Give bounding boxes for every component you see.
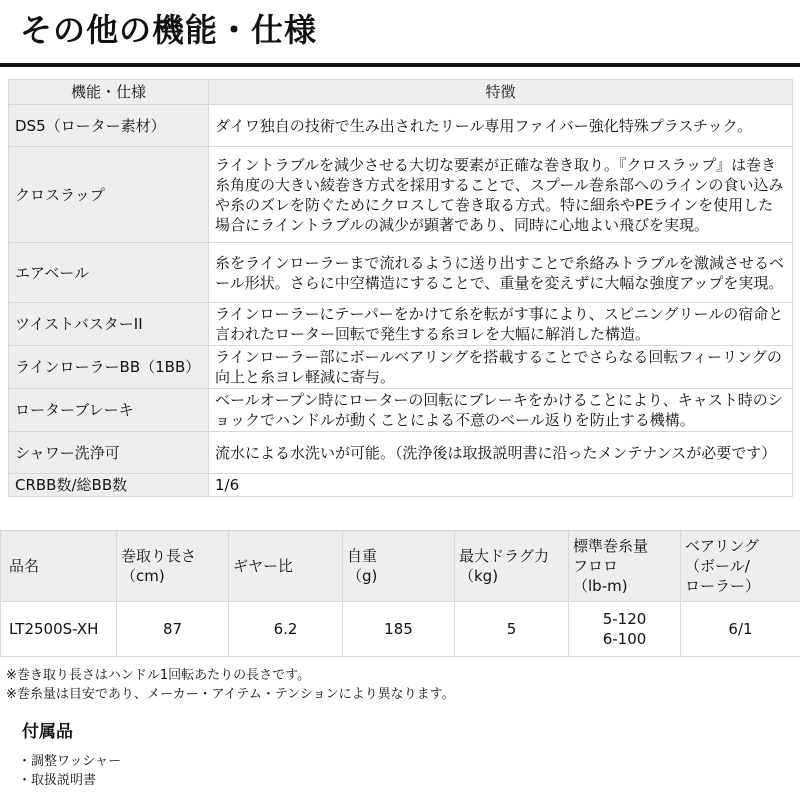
table-row [9, 147, 793, 243]
feature-name: クロスラップ [9, 147, 209, 243]
spec-header-bearings: ベアリング （ボール/ ローラー） [681, 531, 800, 602]
accessories-list [18, 752, 121, 790]
title-divider [0, 63, 800, 67]
notes [6, 666, 455, 704]
feature-desc: 糸をラインローラーまで流れるように送り出すことで糸絡みトラブルを激減させるベール形状。さらに中空構造にすることで、重量を変えずに大幅な強度アップを実現。 [209, 243, 793, 303]
table-row [9, 105, 793, 147]
spec-max-drag: 5 [455, 602, 569, 657]
feature-name: エアベール [9, 243, 209, 303]
feature-name: ローターブレーキ [9, 389, 209, 432]
spec-header-max-drag: 最大ドラグ力 （kg) [455, 531, 569, 602]
feature-desc: 1/6 [209, 474, 793, 497]
feature-name: シャワー洗浄可 [9, 432, 209, 474]
spec-header-retrieve-length: 巻取り長さ （cm) [117, 531, 229, 602]
feature-desc: ダイワ独自の技術で生み出されたリール専用ファイバー強化特殊プラスチック。 [209, 105, 793, 147]
spec-header-gear-ratio: ギヤー比 [229, 531, 343, 602]
list-item: ・調整ワッシャー [18, 754, 122, 769]
feature-desc: ラインローラー部にボールベアリングを搭載することでさらなる回転フィーリングの向上と糸ヨレ軽減に寄与。 [209, 346, 793, 389]
feature-name: ツイストバスターII [9, 303, 209, 346]
table-row [9, 432, 793, 474]
page-title: その他の機能・仕様 [20, 11, 318, 49]
feature-header-desc: 特徴 [209, 80, 793, 105]
spec-table [0, 530, 800, 657]
spec-gear-ratio: 6.2 [229, 602, 343, 657]
note-retrieve-length: ※巻き取り長さはハンドル1回転あたりの長さです。 [6, 668, 311, 683]
table-row [9, 389, 793, 432]
table-row [9, 243, 793, 303]
spec-header-line-capacity: 標準巻糸量 フロロ （lb-m) [569, 531, 681, 602]
table-row [9, 474, 793, 497]
spec-line-capacity: 5-120 6-100 [569, 602, 681, 657]
feature-name: CRBB数/総BB数 [9, 474, 209, 497]
feature-header-row [9, 80, 793, 105]
feature-header-name: 機能・仕様 [9, 80, 209, 105]
spec-retrieve-length: 87 [117, 602, 229, 657]
table-row [9, 303, 793, 346]
spec-bearings: 6/1 [681, 602, 800, 657]
list-item: ・取扱説明書 [18, 773, 97, 788]
spec-weight: 185 [343, 602, 455, 657]
feature-name: ラインローラーBB（1BB） [9, 346, 209, 389]
feature-table [8, 79, 793, 497]
note-line-capacity: ※巻糸量は目安であり、メーカー・アイテム・テンションにより異なります。 [6, 687, 455, 702]
feature-desc: ベールオープン時にローターの回転にブレーキをかけることにより、キャスト時のショックでハンドルが動くことによる不意のベール返りを防止する機構。 [209, 389, 793, 432]
feature-name: DS5（ローター素材） [9, 105, 209, 147]
feature-desc: ラインローラーにテーパーをかけて糸を転がす事により、スピニングリールの宿命と言われたローター回転で発生する糸ヨレを大幅に解消した構造。 [209, 303, 793, 346]
table-row [1, 602, 800, 657]
feature-desc: ライントラブルを減少させる大切な要素が正確な巻き取り。『クロスラップ』は巻き糸角度の大きい綾巻き方式を採用することで、スプール巻糸部へのラインの食い込みや糸のズレを防ぐためにクロスして巻き取る方式。特に細糸やPEラインを使用した場合にライントラブルの減少が顕著であり、同時に心地よい飛びを実現。 [209, 147, 793, 243]
table-row [9, 346, 793, 389]
feature-desc: 流水による水洗いが可能。（洗浄後は取扱説明書に沿ったメンテナンスが必要です） [209, 432, 793, 474]
spec-header-weight: 自重 （g) [343, 531, 455, 602]
accessories-heading: 付属品 [22, 722, 73, 742]
spec-header-model: 品名 [1, 531, 117, 602]
spec-header-row [1, 531, 800, 602]
spec-model: LT2500S-XH [1, 602, 117, 657]
